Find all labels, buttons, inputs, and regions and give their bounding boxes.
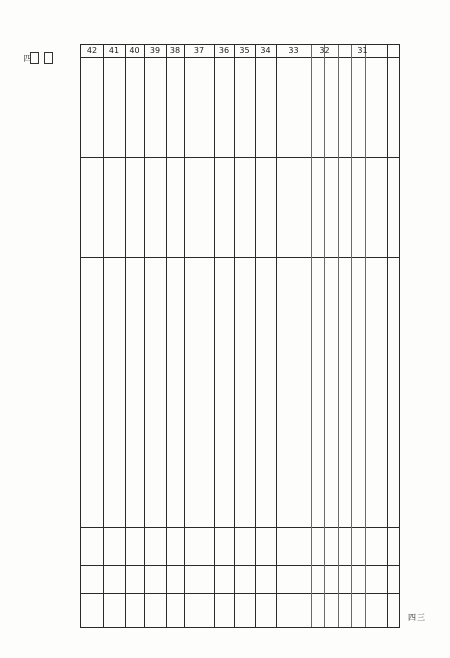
row-39-content — [144, 257, 166, 527]
row-33-author — [276, 157, 311, 257]
row-37-id — [184, 45, 214, 57]
header-volume — [387, 565, 401, 593]
row-40-volume — [125, 565, 144, 593]
row-32-date — [311, 57, 338, 157]
row-31-volume — [338, 565, 387, 593]
row-38-volume — [166, 565, 184, 593]
row-id-text: 33 — [288, 45, 299, 55]
row-32-volume — [311, 565, 338, 593]
row-37-content — [184, 257, 214, 527]
note-mark-box — [44, 52, 53, 64]
row-35-author — [234, 157, 255, 257]
row-31-id — [338, 45, 387, 57]
header-date — [387, 157, 401, 257]
editor-notes — [20, 66, 76, 366]
row-40-id — [125, 45, 144, 57]
row-42-volume — [81, 565, 103, 593]
row-35-date — [234, 57, 255, 157]
row-38-author — [166, 157, 184, 257]
note-mark-box — [30, 52, 39, 64]
row-id-text: 42 — [86, 45, 98, 55]
row-id-text: 31 — [357, 45, 368, 55]
row-39-author — [144, 157, 166, 257]
row-id-text: 32 — [319, 45, 330, 55]
row-41-content — [103, 257, 125, 527]
row-36-original-volume — [214, 593, 234, 629]
row-37-volume — [184, 565, 214, 593]
row-39-category — [144, 527, 166, 565]
row-35-original-volume — [234, 593, 255, 629]
row-41-date — [103, 57, 125, 157]
row-38-category — [166, 527, 184, 565]
row-40-author — [125, 157, 144, 257]
folio-right: 四三 — [408, 613, 426, 622]
row-35-id — [234, 45, 255, 57]
row-40-category — [125, 527, 144, 565]
row-38-id — [166, 45, 184, 57]
row-41-author — [103, 157, 125, 257]
row-31-date — [338, 57, 387, 157]
row-34-date — [255, 57, 276, 157]
row-41-volume — [103, 565, 125, 593]
row-id-text: 40 — [129, 45, 140, 55]
row-42-category — [81, 527, 103, 565]
row-42-date — [81, 57, 103, 157]
row-36-content — [214, 257, 234, 527]
row-42-content — [81, 257, 103, 527]
row-41-original-volume — [103, 593, 125, 629]
row-34-author — [255, 157, 276, 257]
row-39-date — [144, 57, 166, 157]
row-31-author — [338, 157, 387, 257]
row-id-text: 35 — [239, 45, 250, 55]
row-39-id — [144, 45, 166, 57]
row-36-category — [214, 527, 234, 565]
row-32-category — [311, 527, 338, 565]
row-35-content — [234, 257, 255, 527]
row-40-original-volume — [125, 593, 144, 629]
row-34-id — [255, 45, 276, 57]
row-34-volume — [255, 565, 276, 593]
row-id-text: 37 — [193, 45, 205, 55]
row-31-category — [338, 527, 387, 565]
row-32-id — [311, 45, 338, 57]
row-41-id — [103, 45, 125, 57]
row-33-original-volume — [276, 593, 311, 629]
row-id-text: 38 — [169, 45, 181, 55]
row-33-category — [276, 527, 311, 565]
row-36-author — [214, 157, 234, 257]
row-33-date — [276, 57, 311, 157]
row-31-original-volume — [338, 593, 387, 629]
row-34-original-volume — [255, 593, 276, 629]
row-42-id — [81, 45, 103, 57]
row-38-date — [166, 57, 184, 157]
header-id — [387, 45, 401, 157]
row-39-volume — [144, 565, 166, 593]
header-original-volume — [387, 593, 401, 629]
row-36-id — [214, 45, 234, 57]
row-38-content — [166, 257, 184, 527]
row-36-volume — [214, 565, 234, 593]
row-32-content — [311, 257, 338, 527]
row-id-text: 39 — [149, 45, 161, 55]
header-content — [387, 337, 401, 527]
row-31-content — [338, 257, 387, 527]
row-41-category — [103, 527, 125, 565]
row-40-date — [125, 57, 144, 157]
row-39-original-volume — [144, 593, 166, 629]
row-37-category — [184, 527, 214, 565]
row-32-author — [311, 157, 338, 257]
row-35-volume — [234, 565, 255, 593]
row-32-original-volume — [311, 593, 338, 629]
archive-catalog-table — [80, 44, 400, 628]
row-33-id — [276, 45, 311, 57]
folio-left: 四 — [23, 54, 32, 62]
row-34-content — [255, 257, 276, 527]
row-id-text: 41 — [108, 45, 120, 55]
row-40-content — [125, 257, 144, 527]
row-42-original-volume — [81, 593, 103, 629]
row-id-text: 34 — [260, 45, 271, 55]
row-34-category — [255, 527, 276, 565]
row-33-volume — [276, 565, 311, 593]
header-category — [387, 527, 401, 565]
header-author — [387, 257, 401, 337]
row-33-content — [276, 257, 311, 527]
row-38-original-volume — [166, 593, 184, 629]
row-37-author — [184, 157, 214, 257]
row-36-date — [214, 57, 234, 157]
row-37-date — [184, 57, 214, 157]
row-42-author — [81, 157, 103, 257]
row-37-original-volume — [184, 593, 214, 629]
row-35-category — [234, 527, 255, 565]
row-id-text: 36 — [218, 45, 230, 55]
